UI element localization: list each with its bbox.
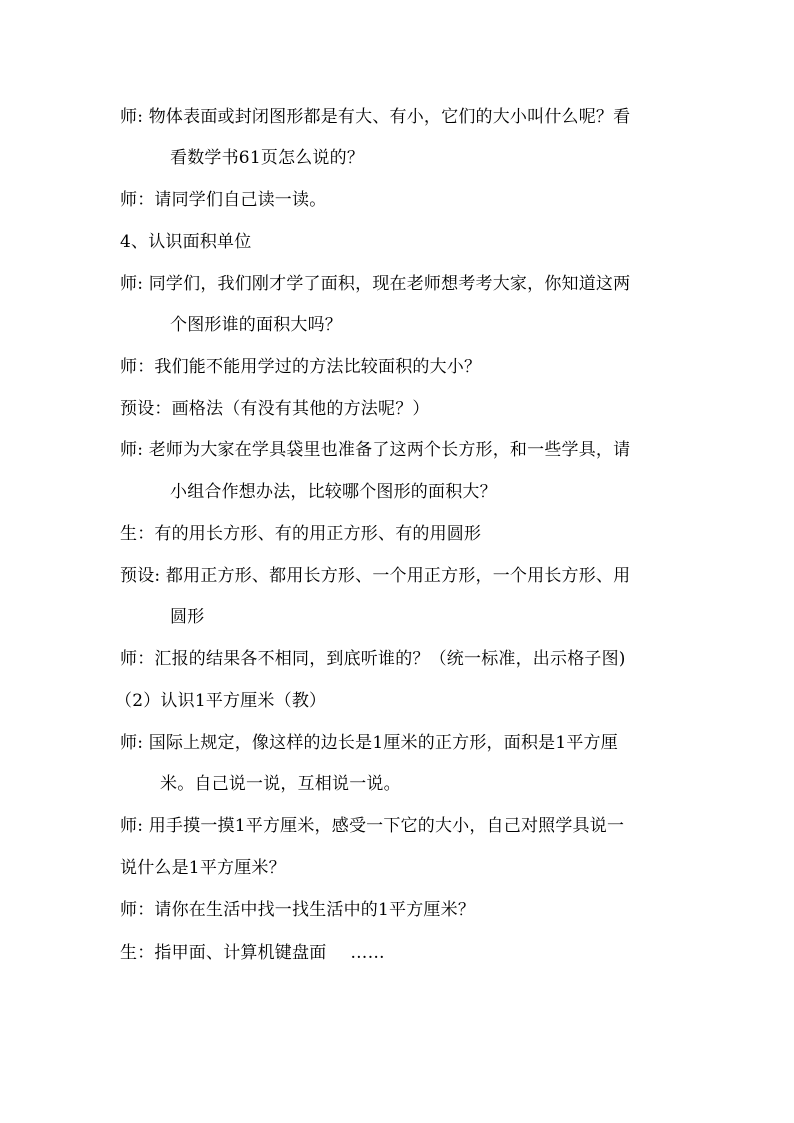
paragraph-line: 圆形 xyxy=(170,607,205,627)
paragraph-line: 说什么是1平方厘米？ xyxy=(120,858,286,878)
paragraph-line: 米。自己说一说，互相说一说。 xyxy=(160,774,401,794)
paragraph-line: 师：请同学们自己读一读。 xyxy=(120,190,327,210)
subsection-heading: （2）认识1平方厘米（教） xyxy=(115,691,327,711)
answer-text: 生：指甲面、计算机键盘面 xyxy=(120,943,327,963)
paragraph-line: 看数学书61页怎么说的？ xyxy=(170,148,365,168)
paragraph-line: 个图形谁的面积大吗？ xyxy=(170,315,342,335)
paragraph-line: 师: 用手摸一摸1平方厘米，感受一下它的大小，自己对照学具说一 xyxy=(120,816,625,836)
paragraph-line: 生：有的用长方形、有的用正方形、有的用圆形 xyxy=(120,524,482,544)
paragraph-line: 师：我们能不能用学过的方法比较面积的大小？ xyxy=(120,357,482,377)
paragraph-line: 小组合作想办法，比较哪个图形的面积大？ xyxy=(170,482,497,502)
ellipsis-text: …… xyxy=(350,943,385,963)
paragraph-line: 师: 物体表面或封闭图形都是有大、有小，它们的大小叫什么呢？看 xyxy=(120,107,631,127)
paragraph-line: 师: 老师为大家在学具袋里也准备了这两个长方形，和一些学具，请 xyxy=(120,440,631,460)
section-heading: 4、认识面积单位 xyxy=(120,232,252,252)
paragraph-line: 师：请你在生活中找一找生活中的1平方厘米？ xyxy=(120,900,476,920)
paragraph-line: 师: 同学们，我们刚才学了面积，现在老师想考考大家，你知道这两 xyxy=(120,274,631,294)
paragraph-line: 预设: 都用正方形、都用长方形、一个用正方形，一个用长方形、用 xyxy=(120,566,631,586)
paragraph-line: 师：汇报的结果各不相同，到底听谁的？（统一标准，出示格子图) xyxy=(120,649,626,669)
paragraph-line: 预设：画格法（有没有其他的方法呢？） xyxy=(120,399,430,419)
paragraph-line: 师: 国际上规定，像这样的边长是1厘米的正方形，面积是1平方厘 xyxy=(120,733,618,753)
paragraph-line xyxy=(0,942,794,964)
